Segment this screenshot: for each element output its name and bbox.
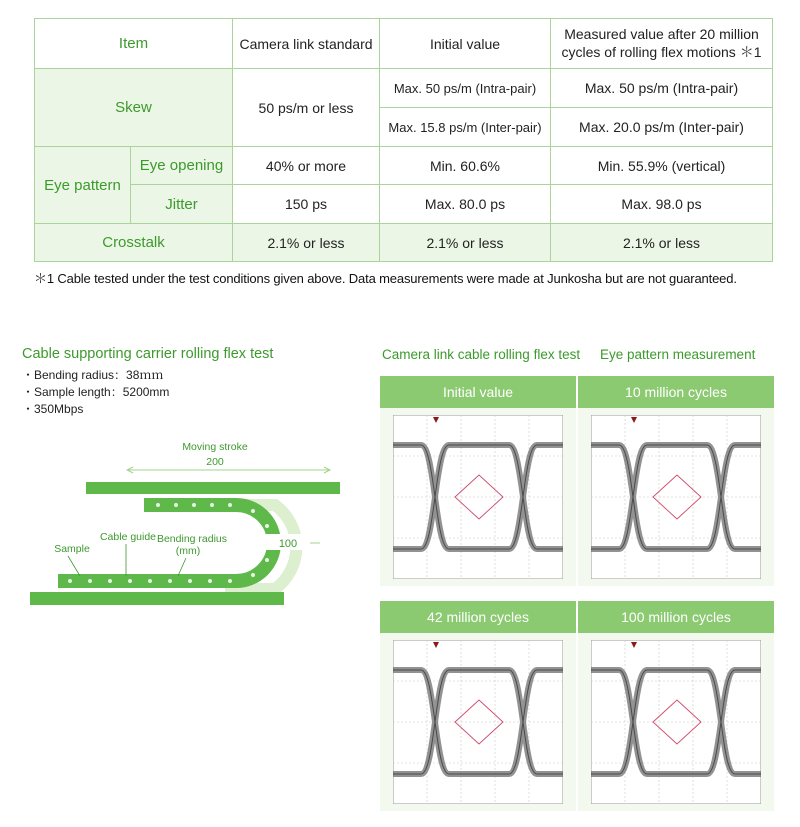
carrier-test-title: Cable supporting carrier rolling flex test	[22, 346, 274, 362]
jitter-initial: Max. 80.0 ps	[380, 185, 551, 224]
bending-radius-leader	[178, 558, 186, 576]
eye-panel-body	[380, 633, 576, 811]
eye-panel-title: Initial value	[380, 376, 576, 408]
lower-fixed-plate	[30, 592, 284, 605]
eye-panel-10m	[578, 376, 774, 586]
eye-panel-title: 42 million cycles	[380, 601, 576, 633]
eye-panel-title: 10 million cycles	[578, 376, 774, 408]
eye-diagram	[393, 415, 563, 579]
header-item: Item	[35, 19, 233, 69]
header-initial: Initial value	[380, 19, 551, 69]
eye-section-title: Camera link cable rolling flex test	[382, 347, 581, 362]
sample-length-bullet: ・Sample length：5200mm	[22, 385, 170, 399]
jitter-measured: Max. 98.0 ps	[551, 185, 773, 224]
row-label-skew: Skew	[35, 69, 233, 147]
carrier-test-conditions	[22, 367, 169, 418]
eye-panel-body	[578, 633, 774, 811]
row-label-crosstalk: Crosstalk	[35, 224, 233, 262]
bending-radius-unit: (mm)	[175, 545, 201, 557]
skew-standard: 50 ps/m or less	[233, 69, 380, 147]
eye-diagram	[393, 640, 563, 804]
skew-measured-inter: Max. 20.0 ps/m (Inter-pair)	[551, 108, 773, 147]
bending-radius-bullet: ・Bending radius：38ｍｍ	[22, 368, 164, 382]
eye-panel-body	[578, 408, 774, 586]
row-label-jitter: Jitter	[131, 185, 233, 224]
eye-panel-title: 100 million cycles	[578, 601, 774, 633]
crosstalk-standard: 2.1% or less	[233, 224, 380, 262]
bending-radius-label: Bending radius	[156, 533, 228, 545]
footnote: ＊1 Cable tested under the test conditions given above. Data measurements were made at Junkosha but are not guaranteed.	[34, 271, 737, 286]
crosstalk-measured: 2.1% or less	[551, 224, 773, 262]
eye-opening-standard: 40% or more	[233, 147, 380, 185]
eye-panel-body	[380, 408, 576, 586]
eye-section-subtitle: Eye pattern measurement	[600, 347, 756, 362]
crosstalk-initial: 2.1% or less	[380, 224, 551, 262]
eye-panel-initial	[380, 376, 576, 586]
moving-stroke-value: 200	[206, 456, 224, 468]
upper-moving-plate	[86, 482, 340, 494]
eye-opening-measured: Min. 55.9% (vertical)	[551, 147, 773, 185]
radius-value-label: 100	[278, 538, 298, 550]
header-measured-line1: Measured value after 20 million	[564, 25, 759, 42]
header-measured-line2: cycles of rolling flex motions ＊1	[561, 43, 762, 60]
eye-diagram	[591, 640, 761, 804]
row-label-eye-pattern: Eye pattern	[35, 147, 131, 224]
skew-initial-intra: Max. 50 ps/m (Intra-pair)	[380, 69, 551, 108]
jitter-standard: 150 ps	[233, 185, 380, 224]
cable-guide-label: Cable guide	[99, 531, 157, 543]
eye-panel-100m	[578, 601, 774, 811]
spec-table	[34, 18, 773, 262]
eye-panel-42m	[380, 601, 576, 811]
rolling-flex-diagram	[20, 438, 350, 610]
eye-diagram	[591, 415, 761, 579]
header-standard: Camera link standard	[233, 19, 380, 69]
sample-label: Sample	[54, 543, 90, 555]
row-label-eye-opening: Eye opening	[131, 147, 233, 185]
eye-opening-initial: Min. 60.6%	[380, 147, 551, 185]
header-measured	[551, 19, 773, 69]
sample-leader	[68, 556, 80, 576]
skew-initial-inter: Max. 15.8 ps/m (Inter-pair)	[380, 108, 551, 147]
moving-stroke-label: Moving stroke	[182, 441, 248, 453]
bitrate-bullet: ・350Mbps	[22, 402, 84, 416]
skew-measured-intra: Max. 50 ps/m (Intra-pair)	[551, 69, 773, 108]
